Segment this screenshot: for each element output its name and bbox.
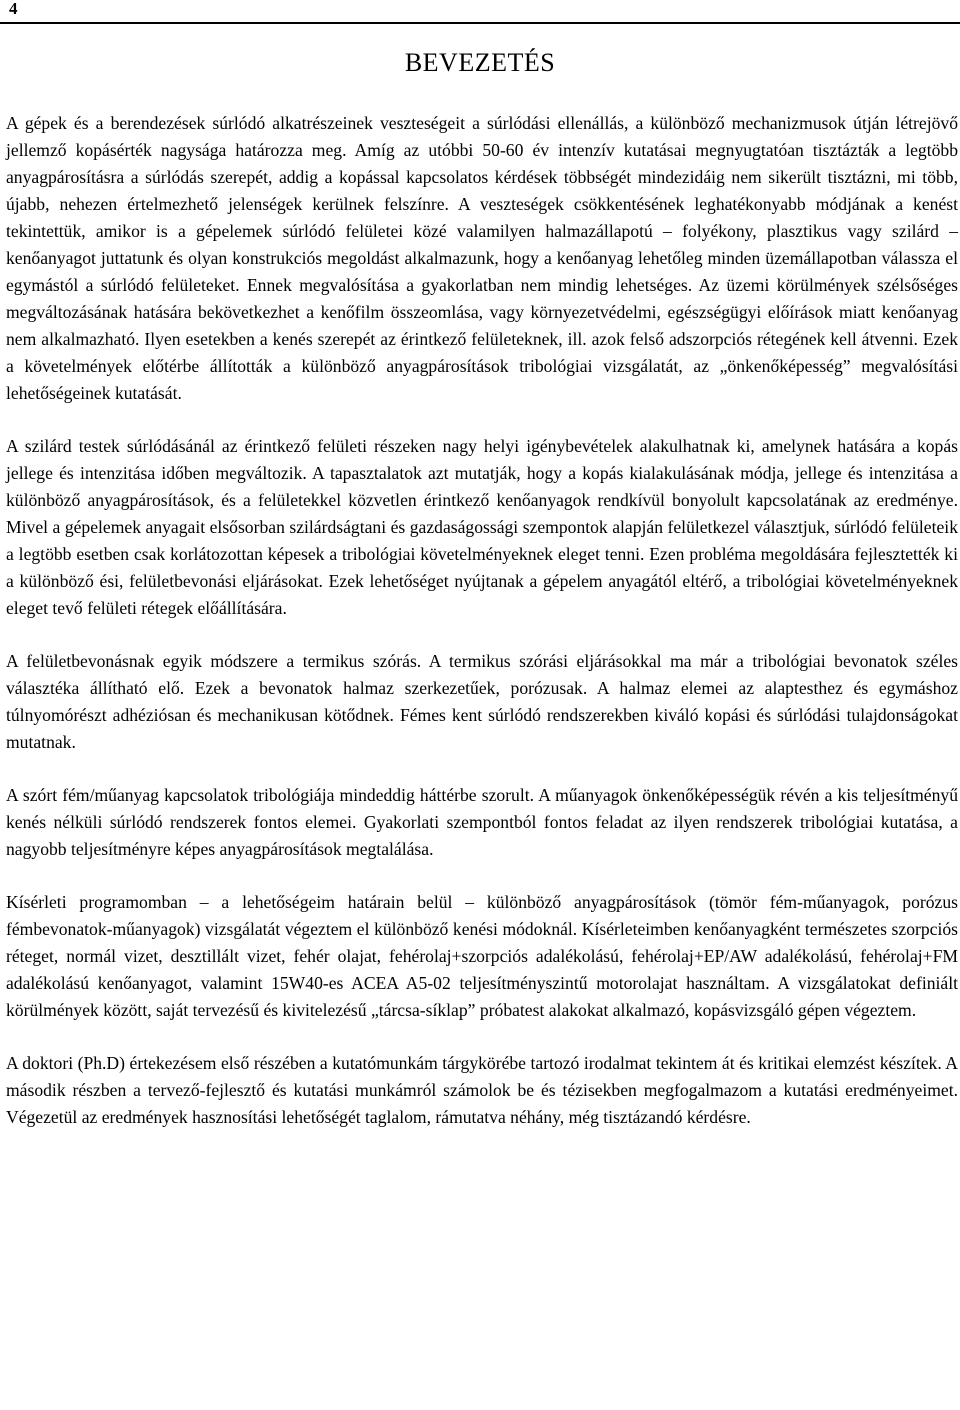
body-text	[6, 110, 958, 1131]
paragraph-thermal-spraying: A felületbevonásnak egyik módszere a termikus szórás. A termikus szórási eljárásokkal ma már a tribológiai bevonatok széles választéka állítható elő. Ezek a bevonatok halmaz szerkezetűek, porózusak. A halmaz elemei az alaptesthez és egymáshoz túlnyomórészt adhéziósan és mechanikusan kötődnek. Fémes kent súrlódó rendszerekben kiváló kopási és súrlódási tulajdonságokat mutatnak.	[6, 651, 958, 752]
paragraph-dissertation-structure: A doktori (Ph.D) értekezésem első részében a kutatómunkám tárgykörébe tartozó irodalmat tekintem át és kritikai elemzést készítek. A második részben a tervező-fejlesztő és kutatási munkámról számolok be és tézisekben megfogalmazom a kutatási eredményeimet. Végezetül az eredmények hasznosítási lehetőségét taglalom, rámutatva néhány, még tisztázandó kérdésre.	[6, 1053, 958, 1127]
paragraph-intro: A gépek és a berendezések súrlódó alkatrészeinek veszteségeit a súrlódási ellenállás, a különböző mechanizmusok útján létrejövő jellemző kopásérték nagysága határozza meg. Amíg az utóbbi 50-60 év intenzív kutatásai megnyugtatóan tisztázták a legtöbb anyagpárosításra a súrlódás szerepét, addig a kopással kapcsolatos kérdések többségét mindezidáig nem sikerült tisztázni, mi több, újabb, nehezen értelmezhető jelenségek kerülnek felszínre. A veszteségek csökkentésének leghatékonyabb módjának a kenést tekintettük, amikor is a gépelemek súrlódó felületei közé valamilyen halmazállapotú – folyékony, plasztikus vagy szilárd – kenőanyagot juttatunk és olyan konstrukciós megoldást alkalmazunk, hogy a kenőanyag lehetőleg minden üzemállapotban válassza el egymástól a súrlódó felületeket. Ennek megvalósítása a gyakorlatban nem mindig lehetséges. Az üzemi körülmények szélsőséges megváltozásának hatására bekövetkezhet a kenőfilm összeomlása, vagy környezetvédelmi, egészségügyi előírások miatt kenőanyag nem alkalmazható. Ilyen esetekben a kenés szerepét az érintkező felületeknek, ill. azok felső adszorpciós rétegének kell átvenni. Ezek a követelmények előtérbe állították a különböző anyagpárosítások tribológiai vizsgálatát, az „önkenőképesség” megvalósítási lehetőségeinek kutatását.	[6, 113, 958, 403]
section-title: BEVEZETÉS	[404, 48, 556, 77]
paragraph-polymer-tribology: A szórt fém/műanyag kapcsolatok tribológiája mindeddig háttérbe szorult. A műanyagok önkenőképességük révén a kis teljesítményű kenés nélküli súrlódó rendszerek fontos elemei. Gyakorlati szempontból fontos feladat az ilyen rendszerek tribológiai kutatása, a nagyobb teljesítményre képes anyagpárosítások megtalálása.	[6, 785, 958, 859]
page-header	[0, 0, 960, 24]
paragraph-solid-friction: A szilárd testek súrlódásánál az érintkező felületi részeken nagy helyi igénybevételek alakulhatnak ki, amelynek hatására a kopás jellege és intenzitása időben megváltozik. A tapasztalatok azt mutatják, hogy a kopás kialakulásának módja, jellege és intenzitása a különböző anyagpárosítások, és a felületekkel közvetlen érintkező kenőanyagok rendkívül bonyolult kapcsolatának az eredménye. Mivel a gépelemek anyagait elsősorban szilárdságtani és gazdaságossági szempontok alapján felületkezel választjuk, súrlódó felületeik a legtöbb esetben csak korlátozottan képesek a tribológiai követelményeknek eleget tenni. Ezen probléma megoldására fejlesztették ki a különböző ési, felületbevonási eljárásokat. Ezek lehetőséget nyújtanak a gépelem anyagától eltérő, a tribológiai követelményeknek eleget tevő felületi rétegek előállítására.	[6, 436, 958, 618]
paragraph-experimental-program: Kísérleti programomban – a lehetőségeim határain belül – különböző anyagpárosítások (tömör fém-műanyagok, porózus fémbevonatok-műanyagok) vizsgálatát végeztem el különböző kenési módoknál. Kísérleteimben kenőanyagként természetes szorpciós réteget, normál vizet, desztillált vizet, fehér olajat, fehérolaj+szorpciós adalékolású, fehérolaj+EP/AW adalékolású, fehérolaj+FM adalékolású kenőanyagot, valamint 15W40-es ACEA A5-02 teljesítményszintű motorolajat használtam. A vizsgálatokat definiált körülmények között, saját tervezésű és kivitelezésű „tárcsa-síklap” próbatest alakokat alkalmazó, kopásvizsgáló gépen végeztem.	[6, 892, 958, 1020]
page-number: 4	[9, 0, 18, 18]
